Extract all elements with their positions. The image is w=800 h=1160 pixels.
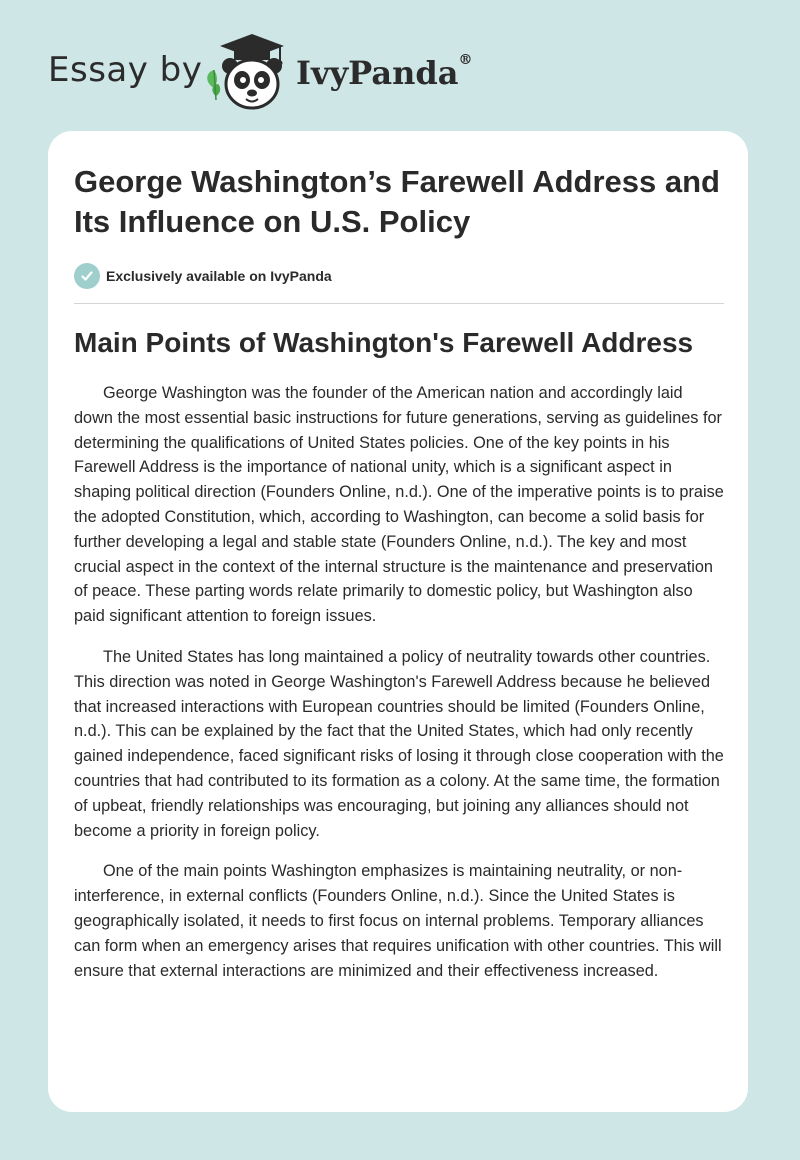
paragraph: The United States has long maintained a policy of neutrality towards other countries. This direction was noted in George Washington's Farewell Address because he believed that increased interactions with European countries should be limited (Founders Online, n.d.). This can be explained by the fact that the United States, which had only recently gained independence, faced significant risks of losing it through close cooperation with the countries that had contributed to its formation as a colony. At the same time, the formation of upbeat, friendly relationships was encouraging, but joining any alliances should not become a priority in foreign policy.: [74, 647, 724, 840]
exclusive-badge: [74, 263, 332, 289]
brand-name[interactable]: IvyPanda®: [296, 52, 473, 92]
paragraph: George Washington was the founder of the American nation and accordingly laid down the most essential basic instructions for future generations, serving as guidelines for determining the qualifications of United States policies. One of the key points in his Farewell Address is the importance of national unity, which is a significant aspect in shaping political direction (Founders Online, n.d.). One of the imperative points is to praise the adopted Constitution, which, according to Washington, can become a solid basis for further developing a legal and stable state (Founders Online, n.d.). The key and most crucial aspect in the context of the internal structure is the maintenance and preservation of peace. These parting words relate primarily to domestic policy, but Washington also paid significant attention to foreign issues.: [74, 384, 724, 626]
panda-graduate-icon[interactable]: [200, 30, 292, 112]
leaf-icon: [207, 70, 220, 100]
section-heading: Main Points of Washington's Farewell Address: [74, 327, 694, 358]
article-body: [74, 381, 724, 999]
registered-mark: ®: [458, 52, 473, 68]
site-header: [0, 0, 800, 130]
essay-by-label: Essay by: [48, 50, 203, 90]
essay-card: [48, 131, 748, 1112]
page-title: George Washington’s Farewell Address and Its Influence on U.S. Policy: [74, 164, 720, 239]
paragraph: One of the main points Washington emphasizes is maintaining neutrality, or non-interference, in external conflicts (Founders Online, n.d.). Since the United States is geographically isolated, it needs to first focus on internal problems. Temporary alliances can form when an emergency arises that requires unification with other countries. This will ensure that external interactions are minimized and their effectiveness increased.: [74, 862, 722, 980]
divider: [74, 303, 724, 304]
badge-label: Exclusively available on IvyPanda: [106, 268, 332, 284]
check-icon: [74, 263, 100, 289]
